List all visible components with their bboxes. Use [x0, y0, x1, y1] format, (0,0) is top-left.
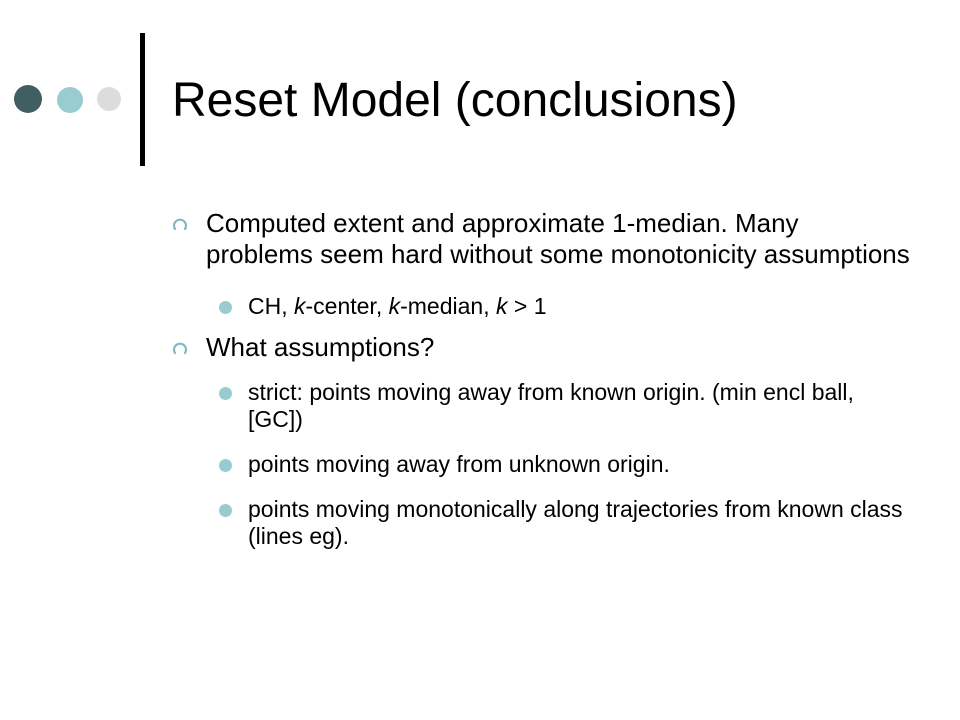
bullet-item-level2 [172, 379, 912, 433]
bullet-item-level1 [172, 332, 912, 363]
bullet-item-level2 [172, 496, 912, 550]
decorative-dot-teal [57, 87, 83, 113]
arc-bullet-icon [172, 341, 188, 357]
decorative-dot-light [97, 87, 121, 111]
slide-body [172, 208, 912, 550]
bullet-item-level2 [172, 293, 912, 320]
bullet-text: What assumptions? [206, 332, 435, 362]
bullet-text: CH, k-center, k-median, k > 1 [248, 293, 547, 319]
bullet-item-level2 [172, 451, 912, 478]
title-divider [140, 33, 145, 166]
dot-bullet-icon [219, 301, 232, 314]
dot-bullet-icon [219, 459, 232, 472]
arc-bullet-icon [172, 217, 188, 233]
bullet-item-level1 [172, 208, 912, 270]
slide-title: Reset Model (conclusions) [172, 74, 738, 127]
bullet-text: points moving monotonically along trajectories from known class (lines eg). [248, 496, 903, 549]
dot-bullet-icon [219, 387, 232, 400]
decorative-dot-dark [14, 85, 42, 113]
bullet-text: Computed extent and approximate 1-median. Many problems seem hard without some monotonicity assumptions [206, 208, 910, 269]
bullet-text: strict: points moving away from known origin. (min encl ball, [GC]) [248, 379, 854, 432]
bullet-text: points moving away from unknown origin. [248, 451, 670, 477]
dot-bullet-icon [219, 504, 232, 517]
